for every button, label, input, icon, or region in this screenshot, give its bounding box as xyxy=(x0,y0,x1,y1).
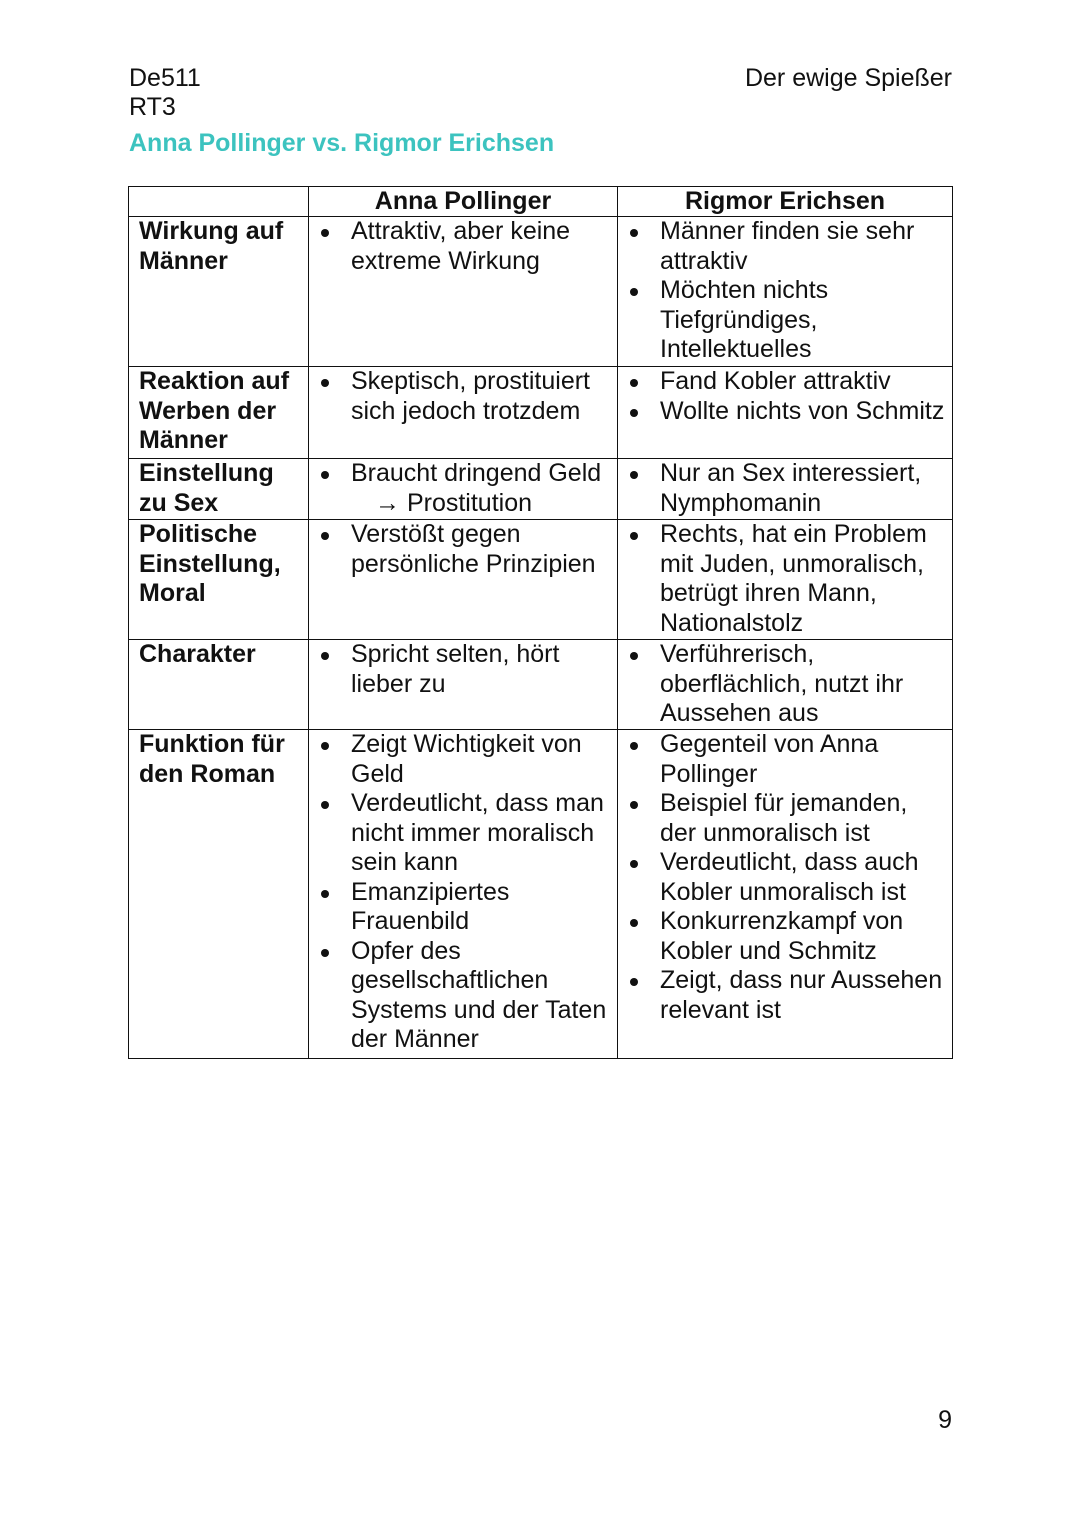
list-item: Emanzipiertes Frauenbild xyxy=(309,878,613,937)
rigmor-cell xyxy=(618,520,953,640)
rigmor-cell xyxy=(618,730,953,1059)
list-item: Fand Kobler attraktiv xyxy=(618,367,948,397)
list-item: Verdeutlicht, dass auch Kobler unmoralisch ist xyxy=(618,848,948,907)
rigmor-cell xyxy=(618,459,953,520)
list-item: Verführerisch, oberflächlich, nutzt ihr Aussehen aus xyxy=(618,640,948,729)
list-item: Rechts, hat ein Problem mit Juden, unmoralisch, betrügt ihren Mann, Nationalstolz xyxy=(618,520,948,638)
anna-cell xyxy=(309,217,618,367)
list-item: Gegenteil von Anna Pollinger xyxy=(618,730,948,789)
column-header-empty xyxy=(129,187,309,217)
list-item: Verstößt gegen persönliche Prinzipien xyxy=(309,520,613,579)
table-header-row xyxy=(129,187,953,217)
anna-cell xyxy=(309,520,618,640)
book-title: Der ewige Spießer xyxy=(744,64,952,92)
header-left xyxy=(129,64,201,122)
list-item: Verdeutlicht, dass man nicht immer moralisch sein kann xyxy=(309,789,613,878)
list-item: Zeigt Wichtigkeit von Geld xyxy=(309,730,613,789)
comparison-table xyxy=(128,186,953,1059)
row-label: Reaktion auf Werben der Männer xyxy=(129,367,309,459)
table-row xyxy=(129,217,953,367)
column-header-rigmor: Rigmor Erichsen xyxy=(618,187,953,217)
page-title: Anna Pollinger vs. Rigmor Erichsen xyxy=(129,129,555,157)
anna-cell xyxy=(309,367,618,459)
document-subcode: RT3 xyxy=(129,93,176,121)
list-item: Nur an Sex interessiert, Nymphomanin xyxy=(618,459,948,518)
row-label: Politische Einstellung, Moral xyxy=(129,520,309,640)
table-row xyxy=(129,520,953,640)
document-code: De511 xyxy=(129,64,201,92)
list-item: Männer finden sie sehr attraktiv xyxy=(618,217,948,276)
arrow-note: → Prostitution xyxy=(375,488,533,517)
rigmor-cell xyxy=(618,367,953,459)
list-item: Opfer des gesellschaftlichen Systems und der Taten der Männer xyxy=(309,937,613,1055)
row-label: Wirkung auf Männer xyxy=(129,217,309,367)
rigmor-cell xyxy=(618,640,953,730)
list-item: Spricht selten, hört lieber zu xyxy=(309,640,613,699)
list-item: Konkurrenzkampf von Kobler und Schmitz xyxy=(618,907,948,966)
list-item: Wollte nichts von Schmitz xyxy=(618,397,948,427)
anna-cell xyxy=(309,459,618,520)
column-header-anna: Anna Pollinger xyxy=(309,187,618,217)
row-label: Funktion für den Roman xyxy=(129,730,309,1059)
list-item xyxy=(309,459,613,518)
page-number: 9 xyxy=(938,1406,952,1434)
list-item: Attraktiv, aber keine extreme Wirkung xyxy=(309,217,613,276)
list-item-text: Braucht dringend Geld xyxy=(351,459,602,487)
list-item: Beispiel für jemanden, der unmoralisch ist xyxy=(618,789,948,848)
table-row xyxy=(129,367,953,459)
anna-cell xyxy=(309,640,618,730)
list-item: Zeigt, dass nur Aussehen relevant ist xyxy=(618,966,948,1025)
row-label: Einstellung zu Sex xyxy=(129,459,309,520)
row-label: Charakter xyxy=(129,640,309,730)
table-row xyxy=(129,459,953,520)
table-row xyxy=(129,640,953,730)
table-row xyxy=(129,730,953,1059)
rigmor-cell xyxy=(618,217,953,367)
anna-cell xyxy=(309,730,618,1059)
list-item: Möchten nichts Tiefgründiges, Intellektuelles xyxy=(618,276,948,365)
list-item: Skeptisch, prostituiert sich jedoch trotzdem xyxy=(309,367,613,426)
